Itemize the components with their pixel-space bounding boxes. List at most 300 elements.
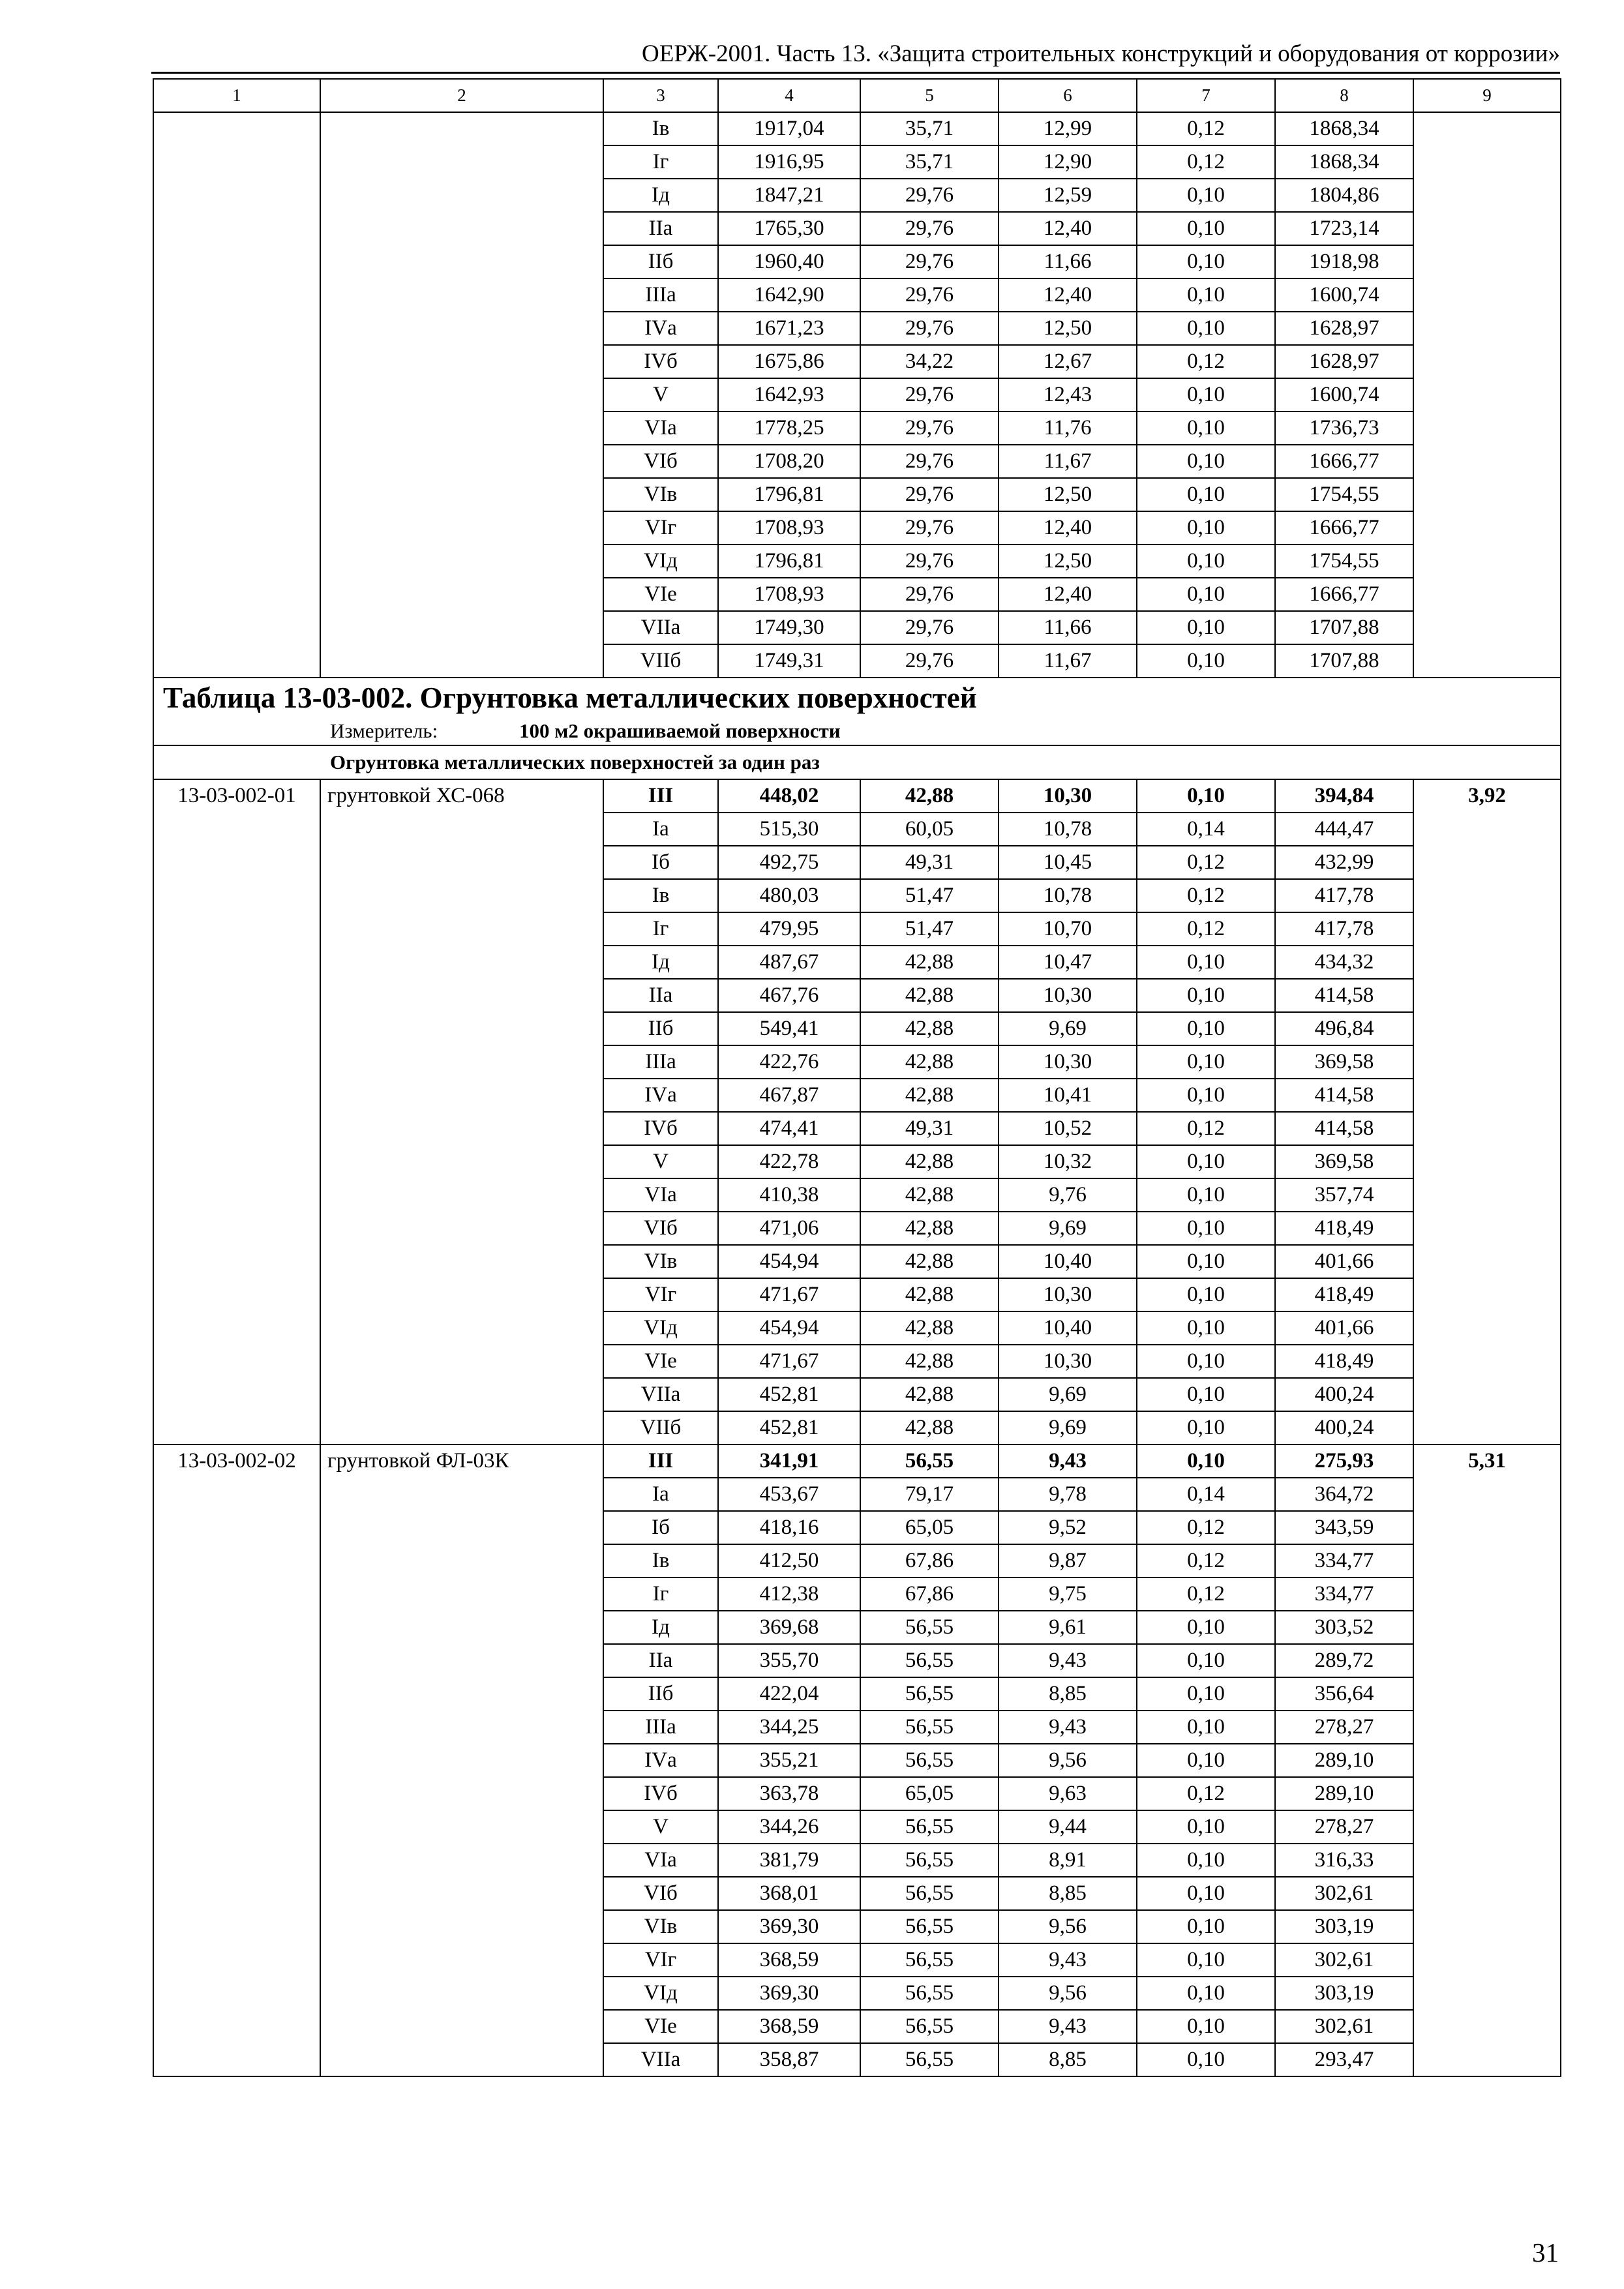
drivers-wages-cell: 0,10 <box>1137 644 1275 678</box>
drivers-wages-cell: 0,10 <box>1137 1178 1275 1212</box>
norm-code-empty <box>153 478 320 511</box>
work-name-empty <box>320 445 603 478</box>
work-name-empty <box>320 879 603 912</box>
materials-cell: 1707,88 <box>1275 611 1413 644</box>
drivers-wages-cell: 0,10 <box>1137 1345 1275 1378</box>
labor-cost-empty <box>1413 1977 1561 2010</box>
zone-cell: VIе <box>603 1345 718 1378</box>
work-name-empty <box>320 979 603 1012</box>
norm-code-empty <box>153 879 320 912</box>
materials-cell: 1918,98 <box>1275 245 1413 278</box>
labor-cost-empty <box>1413 545 1561 578</box>
table-row <box>153 1245 1561 1278</box>
labor-cost-empty <box>1413 112 1561 145</box>
table-row <box>153 1611 1561 1644</box>
total-cost-cell: 487,67 <box>718 946 860 979</box>
drivers-wages-cell: 0,10 <box>1137 1910 1275 1943</box>
table-row <box>153 2010 1561 2043</box>
materials-cell: 356,64 <box>1275 1677 1413 1711</box>
labor-cost-empty <box>1413 1245 1561 1278</box>
wages-cell: 42,88 <box>860 1045 999 1079</box>
zone-cell: IIа <box>603 1644 718 1677</box>
norm-code-empty <box>153 578 320 611</box>
section-row <box>153 745 1561 779</box>
norm-code-empty <box>153 145 320 179</box>
materials-cell: 303,19 <box>1275 1977 1413 2010</box>
norm-code-empty <box>153 1345 320 1378</box>
wages-cell: 35,71 <box>860 112 999 145</box>
labor-cost-empty <box>1413 1311 1561 1345</box>
total-cost-cell: 1796,81 <box>718 478 860 511</box>
total-cost-cell: 381,79 <box>718 1844 860 1877</box>
zone-cell: VIб <box>603 1877 718 1910</box>
table-row <box>153 378 1561 411</box>
wages-cell: 42,88 <box>860 1311 999 1345</box>
drivers-wages-cell: 0,10 <box>1137 1245 1275 1278</box>
total-cost-cell: 1960,40 <box>718 245 860 278</box>
work-name-empty <box>320 1777 603 1810</box>
wages-cell: 65,05 <box>860 1777 999 1810</box>
work-name-empty <box>320 813 603 846</box>
materials-cell: 418,49 <box>1275 1278 1413 1311</box>
norm-code-empty <box>153 312 320 345</box>
labor-cost-empty <box>1413 578 1561 611</box>
zone-cell: V <box>603 1810 718 1844</box>
labor-cost-empty <box>1413 1045 1561 1079</box>
total-cost-cell: 341,91 <box>718 1444 860 1478</box>
norm-code-empty <box>153 813 320 846</box>
labor-cost-empty <box>1413 1378 1561 1411</box>
labor-cost-empty <box>1413 1844 1561 1877</box>
table-row <box>153 445 1561 478</box>
wages-cell: 56,55 <box>860 1910 999 1943</box>
zone-cell: Iв <box>603 879 718 912</box>
work-name-empty <box>320 1478 603 1511</box>
table-row <box>153 1578 1561 1611</box>
zone-cell: Iб <box>603 1511 718 1544</box>
drivers-wages-cell: 0,10 <box>1137 2043 1275 2076</box>
drivers-wages-cell: 0,10 <box>1137 378 1275 411</box>
table-row <box>153 1278 1561 1311</box>
norm-code-empty <box>153 1711 320 1744</box>
materials-cell: 1600,74 <box>1275 278 1413 312</box>
running-header: ОЕРЖ-2001. Часть 13. «Защита строительных конструкций и оборудования от коррозии» <box>151 38 1560 74</box>
norm-code-empty <box>153 1378 320 1411</box>
materials-cell: 1628,97 <box>1275 345 1413 378</box>
labor-cost-empty <box>1413 1943 1561 1977</box>
labor-cost-empty <box>1413 1711 1561 1744</box>
total-cost-cell: 471,67 <box>718 1345 860 1378</box>
machines-cell: 11,66 <box>999 245 1137 278</box>
work-name-empty <box>320 1311 603 1345</box>
zone-cell: III <box>603 1444 718 1478</box>
machines-cell: 9,56 <box>999 1744 1137 1777</box>
table-row <box>153 345 1561 378</box>
labor-cost-empty <box>1413 1012 1561 1045</box>
machines-cell: 10,40 <box>999 1245 1137 1278</box>
labor-cost-empty <box>1413 644 1561 678</box>
labor-cost-empty <box>1413 1411 1561 1444</box>
machines-cell: 10,45 <box>999 846 1137 879</box>
table-row <box>153 912 1561 946</box>
work-name-empty <box>320 1378 603 1411</box>
total-cost-cell: 515,30 <box>718 813 860 846</box>
norm-code-empty <box>153 1112 320 1145</box>
zone-cell: VIб <box>603 1212 718 1245</box>
zone-cell: VIд <box>603 1977 718 2010</box>
total-cost-cell: 368,01 <box>718 1877 860 1910</box>
norm-code-empty <box>153 912 320 946</box>
total-cost-cell: 471,06 <box>718 1212 860 1245</box>
norm-code-empty <box>153 1844 320 1877</box>
machines-cell: 9,43 <box>999 1444 1137 1478</box>
total-cost-cell: 344,26 <box>718 1810 860 1844</box>
machines-cell: 10,30 <box>999 779 1137 813</box>
table-row <box>153 212 1561 245</box>
total-cost-cell: 1916,95 <box>718 145 860 179</box>
wages-cell: 67,86 <box>860 1578 999 1611</box>
norm-code-empty <box>153 445 320 478</box>
materials-cell: 1868,34 <box>1275 112 1413 145</box>
norm-code-empty <box>153 1810 320 1844</box>
table-row <box>153 1677 1561 1711</box>
materials-cell: 1666,77 <box>1275 578 1413 611</box>
drivers-wages-cell: 0,10 <box>1137 278 1275 312</box>
table-row <box>153 1910 1561 1943</box>
materials-cell: 1707,88 <box>1275 644 1413 678</box>
table-row <box>153 1378 1561 1411</box>
norm-code-empty <box>153 1578 320 1611</box>
materials-cell: 293,47 <box>1275 2043 1413 2076</box>
drivers-wages-cell: 0,10 <box>1137 611 1275 644</box>
drivers-wages-cell: 0,10 <box>1137 1045 1275 1079</box>
work-name-empty <box>320 578 603 611</box>
labor-cost-empty <box>1413 312 1561 345</box>
work-name-empty <box>320 1345 603 1378</box>
labor-cost-empty <box>1413 2043 1561 2076</box>
labor-cost-empty <box>1413 1079 1561 1112</box>
total-cost-cell: 492,75 <box>718 846 860 879</box>
materials-cell: 418,49 <box>1275 1212 1413 1245</box>
materials-cell: 401,66 <box>1275 1311 1413 1345</box>
wages-cell: 42,88 <box>860 1178 999 1212</box>
work-name-empty <box>320 846 603 879</box>
table-row <box>153 1744 1561 1777</box>
measure-row <box>153 717 1561 745</box>
drivers-wages-cell: 0,10 <box>1137 946 1275 979</box>
total-cost-cell: 452,81 <box>718 1411 860 1444</box>
machines-cell: 10,30 <box>999 1345 1137 1378</box>
work-name-empty <box>320 1045 603 1079</box>
materials-cell: 334,77 <box>1275 1544 1413 1578</box>
norm-code-empty <box>153 1744 320 1777</box>
labor-cost-empty <box>1413 2010 1561 2043</box>
zone-cell: IVа <box>603 312 718 345</box>
drivers-wages-cell: 0,10 <box>1137 1145 1275 1178</box>
labor-cost-empty <box>1413 345 1561 378</box>
work-name-empty <box>320 1711 603 1744</box>
labor-cost-empty <box>1413 879 1561 912</box>
drivers-wages-cell: 0,12 <box>1137 1578 1275 1611</box>
total-cost-cell: 479,95 <box>718 912 860 946</box>
labor-cost-empty <box>1413 1345 1561 1378</box>
drivers-wages-cell: 0,10 <box>1137 1012 1275 1045</box>
norm-code-empty <box>153 946 320 979</box>
measure-value: 100 м2 окрашиваемой поверхности <box>519 719 841 742</box>
wages-cell: 42,88 <box>860 946 999 979</box>
wages-cell: 29,76 <box>860 478 999 511</box>
drivers-wages-cell: 0,10 <box>1137 1212 1275 1245</box>
work-name-empty <box>320 1810 603 1844</box>
table-row <box>153 478 1561 511</box>
machines-cell: 12,40 <box>999 212 1137 245</box>
wages-cell: 29,76 <box>860 445 999 478</box>
total-cost-cell: 1765,30 <box>718 212 860 245</box>
norm-code-empty <box>153 345 320 378</box>
zone-cell: VIе <box>603 578 718 611</box>
norm-code-empty <box>153 1977 320 2010</box>
drivers-wages-cell: 0,10 <box>1137 179 1275 212</box>
machines-cell: 10,30 <box>999 1045 1137 1079</box>
wages-cell: 42,88 <box>860 779 999 813</box>
labor-cost-empty <box>1413 1212 1561 1245</box>
table-row <box>153 1977 1561 2010</box>
work-name-empty <box>320 145 603 179</box>
machines-cell: 8,85 <box>999 2043 1137 2076</box>
machines-cell: 9,87 <box>999 1544 1137 1578</box>
column-number: 7 <box>1137 79 1275 112</box>
machines-cell: 9,52 <box>999 1511 1137 1544</box>
work-name-empty <box>320 1511 603 1544</box>
table-row <box>153 879 1561 912</box>
section-title: Огрунтовка металлических поверхностей за один раз <box>330 751 820 773</box>
labor-cost-empty <box>1413 846 1561 879</box>
norm-code: 13-03-002-02 <box>153 1444 320 1478</box>
drivers-wages-cell: 0,10 <box>1137 1844 1275 1877</box>
zone-cell: VIIа <box>603 611 718 644</box>
zone-cell: VIе <box>603 2010 718 2043</box>
work-name-empty <box>320 511 603 545</box>
drivers-wages-cell: 0,14 <box>1137 813 1275 846</box>
drivers-wages-cell: 0,10 <box>1137 1611 1275 1644</box>
labor-cost-empty <box>1413 1777 1561 1810</box>
work-name-empty <box>320 345 603 378</box>
machines-cell: 10,78 <box>999 813 1137 846</box>
total-cost-cell: 1671,23 <box>718 312 860 345</box>
machines-cell: 12,40 <box>999 578 1137 611</box>
work-name-empty <box>320 1877 603 1910</box>
norm-code-empty <box>153 1511 320 1544</box>
table-row <box>153 1478 1561 1511</box>
table-row <box>153 979 1561 1012</box>
total-cost-cell: 1749,30 <box>718 611 860 644</box>
zone-cell: VIв <box>603 478 718 511</box>
total-cost-cell: 369,30 <box>718 1977 860 2010</box>
table-row <box>153 779 1561 813</box>
norm-code-empty <box>153 2010 320 2043</box>
machines-cell: 12,59 <box>999 179 1137 212</box>
total-cost-cell: 422,76 <box>718 1045 860 1079</box>
total-cost-cell: 471,67 <box>718 1278 860 1311</box>
table-row <box>153 1711 1561 1744</box>
materials-cell: 316,33 <box>1275 1844 1413 1877</box>
zone-cell: VIа <box>603 1178 718 1212</box>
materials-cell: 334,77 <box>1275 1578 1413 1611</box>
wages-cell: 79,17 <box>860 1478 999 1511</box>
total-cost-cell: 1796,81 <box>718 545 860 578</box>
wages-cell: 42,88 <box>860 1012 999 1045</box>
materials-cell: 369,58 <box>1275 1045 1413 1079</box>
zone-cell: VIIб <box>603 1411 718 1444</box>
table-row <box>153 2043 1561 2076</box>
wages-cell: 56,55 <box>860 2043 999 2076</box>
work-name-empty <box>320 1943 603 1977</box>
wages-cell: 42,88 <box>860 979 999 1012</box>
zone-cell: IIIа <box>603 1711 718 1744</box>
zone-cell: Iв <box>603 112 718 145</box>
norm-code-empty <box>153 1311 320 1345</box>
zone-cell: IVа <box>603 1079 718 1112</box>
norm-code-empty <box>153 1245 320 1278</box>
zone-cell: IIб <box>603 245 718 278</box>
materials-cell: 289,10 <box>1275 1777 1413 1810</box>
table-row <box>153 1012 1561 1045</box>
materials-cell: 1868,34 <box>1275 145 1413 179</box>
total-cost-cell: 1749,31 <box>718 644 860 678</box>
total-cost-cell: 1642,93 <box>718 378 860 411</box>
total-cost-cell: 368,59 <box>718 1943 860 1977</box>
work-name-empty <box>320 478 603 511</box>
norm-code-empty <box>153 1677 320 1711</box>
zone-cell: IVа <box>603 1744 718 1777</box>
drivers-wages-cell: 0,12 <box>1137 879 1275 912</box>
materials-cell: 278,27 <box>1275 1711 1413 1744</box>
materials-cell: 414,58 <box>1275 979 1413 1012</box>
zone-cell: VIб <box>603 445 718 478</box>
zone-cell: Iб <box>603 846 718 879</box>
zone-cell: VIIа <box>603 2043 718 2076</box>
table-row <box>153 946 1561 979</box>
labor-cost-empty <box>1413 1810 1561 1844</box>
drivers-wages-cell: 0,10 <box>1137 511 1275 545</box>
column-number: 9 <box>1413 79 1561 112</box>
wages-cell: 56,55 <box>860 1711 999 1744</box>
machines-cell: 10,30 <box>999 1278 1137 1311</box>
wages-cell: 60,05 <box>860 813 999 846</box>
total-cost-cell: 1917,04 <box>718 112 860 145</box>
machines-cell: 11,67 <box>999 445 1137 478</box>
table-row <box>153 511 1561 545</box>
table-row <box>153 1311 1561 1345</box>
wages-cell: 29,76 <box>860 611 999 644</box>
labor-cost-empty <box>1413 145 1561 179</box>
total-cost-cell: 448,02 <box>718 779 860 813</box>
zone-cell: V <box>603 378 718 411</box>
materials-cell: 369,58 <box>1275 1145 1413 1178</box>
wages-cell: 56,55 <box>860 1611 999 1644</box>
zone-cell: VIа <box>603 411 718 445</box>
wages-cell: 42,88 <box>860 1411 999 1444</box>
total-cost-cell: 358,87 <box>718 2043 860 2076</box>
wages-cell: 29,76 <box>860 511 999 545</box>
norm-code-empty <box>153 1079 320 1112</box>
drivers-wages-cell: 0,10 <box>1137 1810 1275 1844</box>
column-number: 8 <box>1275 79 1413 112</box>
table-row <box>153 1112 1561 1145</box>
norm-code-empty <box>153 278 320 312</box>
machines-cell: 12,67 <box>999 345 1137 378</box>
materials-cell: 417,78 <box>1275 879 1413 912</box>
work-name-empty <box>320 2043 603 2076</box>
wages-cell: 56,55 <box>860 1943 999 1977</box>
drivers-wages-cell: 0,12 <box>1137 1112 1275 1145</box>
zone-cell: VIд <box>603 1311 718 1345</box>
materials-cell: 1736,73 <box>1275 411 1413 445</box>
table-row <box>153 1777 1561 1810</box>
norm-code: 13-03-002-01 <box>153 779 320 813</box>
labor-cost-empty <box>1413 245 1561 278</box>
wages-cell: 34,22 <box>860 345 999 378</box>
norm-code-empty <box>153 2043 320 2076</box>
machines-cell: 10,70 <box>999 912 1137 946</box>
total-cost-cell: 467,87 <box>718 1079 860 1112</box>
drivers-wages-cell: 0,10 <box>1137 1079 1275 1112</box>
table-row <box>153 1345 1561 1378</box>
drivers-wages-cell: 0,10 <box>1137 411 1275 445</box>
norm-code-empty <box>153 511 320 545</box>
machines-cell: 9,43 <box>999 1644 1137 1677</box>
labor-cost-empty <box>1413 478 1561 511</box>
total-cost-cell: 1847,21 <box>718 179 860 212</box>
drivers-wages-cell: 0,10 <box>1137 1977 1275 2010</box>
drivers-wages-cell: 0,10 <box>1137 1711 1275 1744</box>
materials-cell: 1666,77 <box>1275 445 1413 478</box>
work-name-empty <box>320 278 603 312</box>
drivers-wages-cell: 0,10 <box>1137 1378 1275 1411</box>
wages-cell: 35,71 <box>860 145 999 179</box>
table-row <box>153 1943 1561 1977</box>
norm-code-empty <box>153 1943 320 1977</box>
drivers-wages-cell: 0,10 <box>1137 245 1275 278</box>
machines-cell: 11,67 <box>999 644 1137 678</box>
norm-code-empty <box>153 112 320 145</box>
norm-code-empty <box>153 378 320 411</box>
norm-code-empty <box>153 1877 320 1910</box>
norm-code-empty <box>153 1178 320 1212</box>
norm-code-empty <box>153 1544 320 1578</box>
total-cost-cell: 453,67 <box>718 1478 860 1511</box>
total-cost-cell: 1778,25 <box>718 411 860 445</box>
wages-cell: 29,76 <box>860 378 999 411</box>
machines-cell: 10,32 <box>999 1145 1137 1178</box>
machines-cell: 10,47 <box>999 946 1137 979</box>
column-number: 5 <box>860 79 999 112</box>
zone-cell: IIIа <box>603 278 718 312</box>
machines-cell: 12,43 <box>999 378 1137 411</box>
labor-cost-empty <box>1413 1877 1561 1910</box>
drivers-wages-cell: 0,12 <box>1137 1777 1275 1810</box>
wages-cell: 29,76 <box>860 212 999 245</box>
drivers-wages-cell: 0,10 <box>1137 2010 1275 2043</box>
wages-cell: 56,55 <box>860 1977 999 2010</box>
machines-cell: 12,40 <box>999 278 1137 312</box>
table-row <box>153 1511 1561 1544</box>
materials-cell: 357,74 <box>1275 1178 1413 1212</box>
wages-cell: 49,31 <box>860 846 999 879</box>
labor-cost-empty <box>1413 511 1561 545</box>
zone-cell: IIа <box>603 979 718 1012</box>
norm-code-empty <box>153 1611 320 1644</box>
